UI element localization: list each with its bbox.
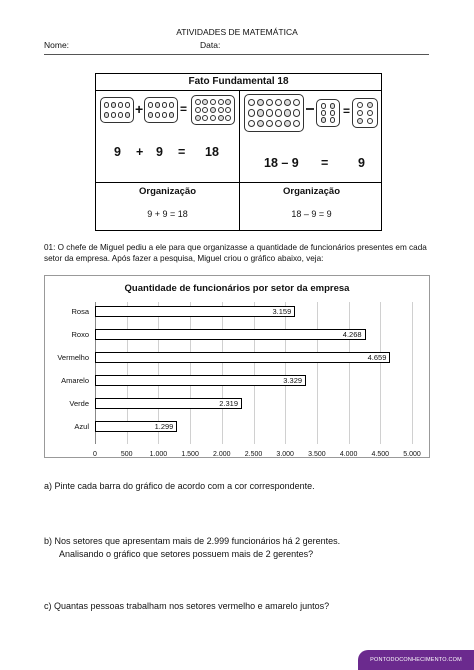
x-tick-label: 0 [93, 451, 97, 458]
egg-carton-icon [316, 99, 340, 127]
egg-icon [210, 107, 216, 113]
chart-title: Quantidade de funcionários por setor da empresa [124, 283, 350, 294]
category-label: Verde [69, 399, 89, 408]
left-organization-title: Organização [138, 186, 197, 197]
egg-icon [111, 102, 117, 108]
equals-icon: = [343, 104, 351, 118]
left-equation-result: 18 [205, 145, 219, 159]
bar-value-label: 1.299 [154, 422, 174, 431]
egg-carton-icon [144, 97, 178, 123]
right-equation-left: 18 – 9 [264, 156, 299, 170]
name-label: Nome: [44, 40, 70, 50]
item-a-text: a) Pinte cada barra do gráfico de acordo com a cor correspondente. [44, 481, 315, 491]
x-tick-label: 2.500 [244, 451, 263, 458]
egg-icon [367, 118, 374, 125]
site-logo: PONTODOCONHECIMENTO.COM [358, 650, 474, 670]
egg-icon [195, 99, 201, 105]
egg-icon [148, 112, 154, 118]
egg-icon [293, 99, 301, 107]
category-label: Roxo [71, 330, 89, 339]
right-equation-result: 9 [358, 156, 365, 170]
egg-icon [125, 102, 131, 108]
egg-carton-icon [100, 97, 134, 123]
egg-icon [266, 120, 274, 128]
x-tick-label: 2.000 [213, 451, 231, 458]
worksheet-title: ATIVIDADES DE MATEMÁTICA [176, 27, 298, 37]
category-label: Amarelo [61, 376, 89, 385]
egg-icon [248, 109, 256, 117]
egg-icon [330, 110, 336, 116]
egg-icon [148, 102, 154, 108]
egg-icon [218, 115, 224, 121]
gridline [317, 302, 318, 444]
egg-carton-icon [352, 98, 378, 128]
minus-icon [306, 108, 314, 110]
egg-icon [330, 103, 336, 109]
egg-icon [357, 102, 364, 109]
date-label: Data: [200, 40, 221, 50]
egg-icon [284, 120, 292, 128]
left-equation-num2: 9 [156, 145, 163, 159]
egg-icon [266, 109, 274, 117]
egg-icon [293, 109, 301, 117]
egg-icon [195, 107, 201, 113]
egg-icon [225, 115, 231, 121]
category-label: Rosa [71, 307, 89, 316]
egg-icon [321, 103, 327, 109]
egg-icon [202, 115, 208, 121]
egg-icon [104, 112, 110, 118]
egg-icon [118, 102, 124, 108]
egg-icon [293, 120, 301, 128]
egg-icon [210, 99, 216, 105]
equals-icon: = [180, 102, 188, 116]
left-equation-op: + [136, 145, 144, 159]
gridline [222, 302, 223, 444]
egg-icon [367, 102, 374, 109]
bar-value-label: 3.159 [272, 307, 292, 316]
egg-icon [218, 99, 224, 105]
item-c-text: c) Quantas pessoas trabalham nos setores vermelho e amarelo juntos? [44, 601, 330, 611]
egg-icon [155, 112, 161, 118]
egg-icon [275, 109, 283, 117]
x-tick-label: 500 [120, 451, 133, 458]
left-equation-num1: 9 [114, 145, 121, 159]
egg-icon [248, 99, 256, 107]
egg-icon [218, 107, 224, 113]
egg-icon [357, 110, 364, 117]
egg-icon [257, 120, 265, 128]
gridline [380, 302, 381, 444]
egg-icon [225, 107, 231, 113]
category-label: Vermelho [57, 353, 89, 362]
egg-icon [104, 102, 110, 108]
egg-icon [155, 102, 161, 108]
egg-icon [275, 99, 283, 107]
left-organization-equation: 9 + 9 = 18 [147, 209, 188, 219]
item-b-line2: Analisando o gráfico que setores possuem mais de 2 gerentes? [59, 549, 314, 559]
bar-value-label: 3.329 [283, 376, 303, 385]
question-1-text: 01: O chefe de Miguel pediu a ele para que organizasse a quantidade de funcionários presentes em cada setor da empresa. Após fazer a pesquisa, Miguel criou o gráfico abaixo, veja: [44, 243, 427, 263]
egg-icon [257, 99, 265, 107]
gridline [285, 302, 286, 444]
egg-icon [202, 99, 208, 105]
egg-icon [210, 115, 216, 121]
category-label: Azul [74, 422, 89, 431]
right-organization-equation: 18 – 9 = 9 [291, 209, 332, 219]
egg-icon [162, 102, 168, 108]
x-tick-label: 3.500 [308, 451, 326, 458]
egg-icon [284, 99, 292, 107]
plus-icon: + [135, 101, 144, 117]
right-egg-illustration [244, 94, 380, 134]
bar-value-label: 4.268 [342, 330, 362, 339]
gridline [254, 302, 255, 444]
egg-icon [330, 117, 336, 123]
x-tick-label: 4.500 [371, 451, 390, 458]
x-tick-label: 5.000 [403, 451, 421, 458]
chart-plot-area [45, 276, 429, 457]
x-tick-label: 1.000 [149, 451, 168, 458]
egg-icon [367, 110, 374, 117]
egg-icon [111, 112, 117, 118]
egg-icon [125, 112, 131, 118]
header-divider [44, 54, 429, 55]
egg-icon [169, 102, 175, 108]
egg-icon [257, 109, 265, 117]
egg-icon [321, 117, 327, 123]
egg-icon [169, 112, 175, 118]
egg-icon [202, 107, 208, 113]
egg-icon [162, 112, 168, 118]
gridline [412, 302, 413, 444]
gridline [190, 302, 191, 444]
x-tick-label: 3.000 [276, 451, 294, 458]
egg-icon [266, 99, 274, 107]
item-b-line1: b) Nos setores que apresentam mais de 2.999 funcionários há 2 gerentes. [44, 536, 341, 546]
bar-value-label: 2.319 [219, 399, 239, 408]
fact-family-table [95, 73, 382, 231]
table-divider-horizontal [96, 182, 381, 183]
left-equation-eq: = [178, 145, 186, 159]
egg-carton-icon [191, 95, 235, 125]
egg-icon [321, 110, 327, 116]
left-egg-illustration [100, 95, 236, 125]
egg-icon [275, 120, 283, 128]
egg-icon [118, 112, 124, 118]
right-equation-eq: = [321, 156, 329, 170]
right-organization-title: Organização [282, 186, 341, 197]
bar-value-label: 4.659 [367, 353, 387, 362]
egg-icon [195, 115, 201, 121]
bar-chart [44, 275, 430, 458]
egg-icon [248, 120, 256, 128]
x-tick-label: 1.500 [181, 451, 199, 458]
gridline [349, 302, 350, 444]
egg-icon [225, 99, 231, 105]
egg-icon [357, 118, 364, 125]
egg-carton-icon [244, 94, 304, 132]
fact-family-title: Fato Fundamental 18 [96, 74, 381, 91]
egg-icon [284, 109, 292, 117]
x-tick-label: 4.000 [339, 451, 358, 458]
